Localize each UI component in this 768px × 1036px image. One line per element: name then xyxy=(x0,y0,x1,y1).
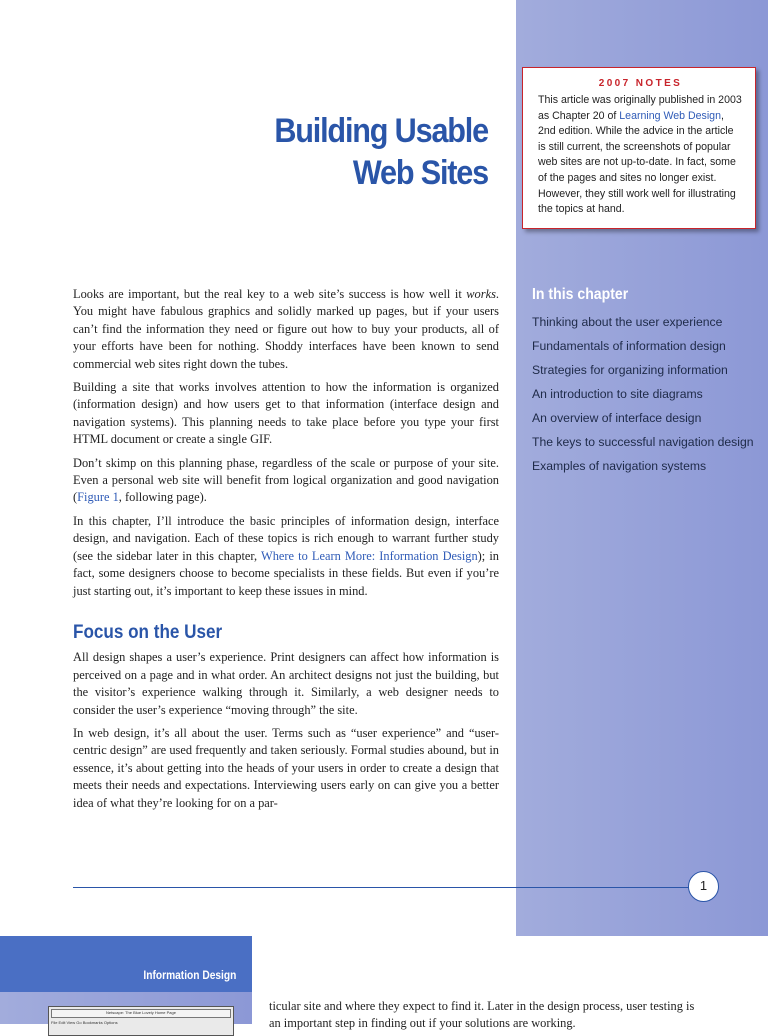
section-heading: Focus on the User xyxy=(73,621,223,643)
body-text: Looks are important, but the real key to a web site’s success is how well it xyxy=(73,287,467,301)
figure-screenshot xyxy=(48,1006,234,1036)
chapter-topic-item[interactable]: Examples of navigation systems xyxy=(532,459,707,473)
figure-screenshot-titlebar: Netscape: The Blue Lovely Home Page xyxy=(51,1009,231,1018)
body-emphasis: works xyxy=(466,287,496,301)
chapter-title-line1: Building Usable xyxy=(274,112,488,150)
body-text: Don’t skimp on this planning phase, regardless of the scale or purpose of your site. Even a personal web site will benefit from logical organization and good navigation ( xyxy=(73,455,499,505)
footer-rule xyxy=(73,887,691,888)
figure-screenshot-menubar: File Edit View Go Bookmarks Options xyxy=(51,1020,118,1025)
in-this-chapter xyxy=(532,286,754,482)
notes-body-text-end: , 2nd edition. While the advice in the article is still current, the screenshots of popular web sites are not up-to-date. In fact, some of the pages and sites no longer exist. However, they still work well for illustrating the topics at hand. xyxy=(538,109,736,216)
body-text: In this chapter, I’ll introduce the basic principles of information design, interface design, and navigation. Each of these topics is rich enough to warrant further study (see the sidebar later in this chapter, xyxy=(73,513,499,563)
body-text: ); in fact, some designers choose to become specialists in these fields. But even if you’re just starting out, it’s important to keep these issues in mind. xyxy=(73,548,499,598)
chapter-topic-item[interactable]: Fundamentals of information design xyxy=(532,339,726,353)
body-paragraph: In web design, it’s all about the user. Terms such as “user experience” and “user-centric design” are used frequently and taken seriously. Formal studies abound, but in essence, it’s about getting into the heads of your users in order to create a design that meets their needs and expectations. Interviewing users early on can give you a better idea of what they’re looking for on a par- xyxy=(73,725,499,810)
body-text: , following page). xyxy=(118,490,207,505)
notes-box xyxy=(522,67,756,229)
where-to-learn-more-link[interactable]: Where to Learn More: Information Design xyxy=(261,548,478,563)
next-page-text: ticular site and where they expect to find it. Later in the design process, user testing is an important step in finding out if your solutions are working. xyxy=(269,999,695,1031)
body-paragraph xyxy=(73,513,499,600)
chapter-topic-item[interactable]: Strategies for organizing information xyxy=(532,363,728,377)
notes-title: 2007 NOTES xyxy=(598,78,683,89)
notes-book-link[interactable]: Learning Web Design xyxy=(619,109,721,122)
body-text: . You might have fabulous graphics and solidly marked up pages, but if your users can’t find the information they need or figure out how to buy your products, all of your efforts have been for nothing. Shoddy interfaces have been known to send commercial web sites right down the tubes. xyxy=(73,287,499,371)
chapter-topic-list xyxy=(532,314,754,474)
chapter-topic-item[interactable]: An introduction to site diagrams xyxy=(532,387,703,401)
next-page-header-label: Information Design xyxy=(143,968,236,982)
next-page-header xyxy=(0,936,252,992)
page-number: 1 xyxy=(688,871,719,902)
in-this-chapter-heading: In this chapter xyxy=(532,286,629,303)
main-body-text xyxy=(73,286,499,818)
chapter-title xyxy=(211,110,488,194)
body-paragraph: All design shapes a user’s experience. Print designers can affect how information is perceived on a page and in what order. An architect designs not just the building, but the visitor’s experience walking through it. Similarly, a web designer needs to consider the user’s experience “moving through” the site. xyxy=(73,650,499,717)
notes-body xyxy=(538,93,743,218)
chapter-topic-item[interactable]: Thinking about the user experience xyxy=(532,315,723,329)
body-paragraph: Building a site that works involves attention to how the information is organized (information design) and how users get to that information (interface design and navigation systems). This planning needs to take place before you type your first HTML document or create a single GIF. xyxy=(73,380,499,447)
notes-body-text: This article was originally published in 2003 as Chapter 20 of xyxy=(538,94,742,122)
chapter-topic-item[interactable]: The keys to successful navigation design xyxy=(532,435,754,449)
body-paragraph xyxy=(73,286,499,373)
chapter-topic-item[interactable]: An overview of interface design xyxy=(532,411,702,425)
body-paragraph xyxy=(73,455,499,507)
figure-1-link[interactable]: Figure 1 xyxy=(77,490,119,505)
chapter-title-line2: Web Sites xyxy=(352,154,488,192)
